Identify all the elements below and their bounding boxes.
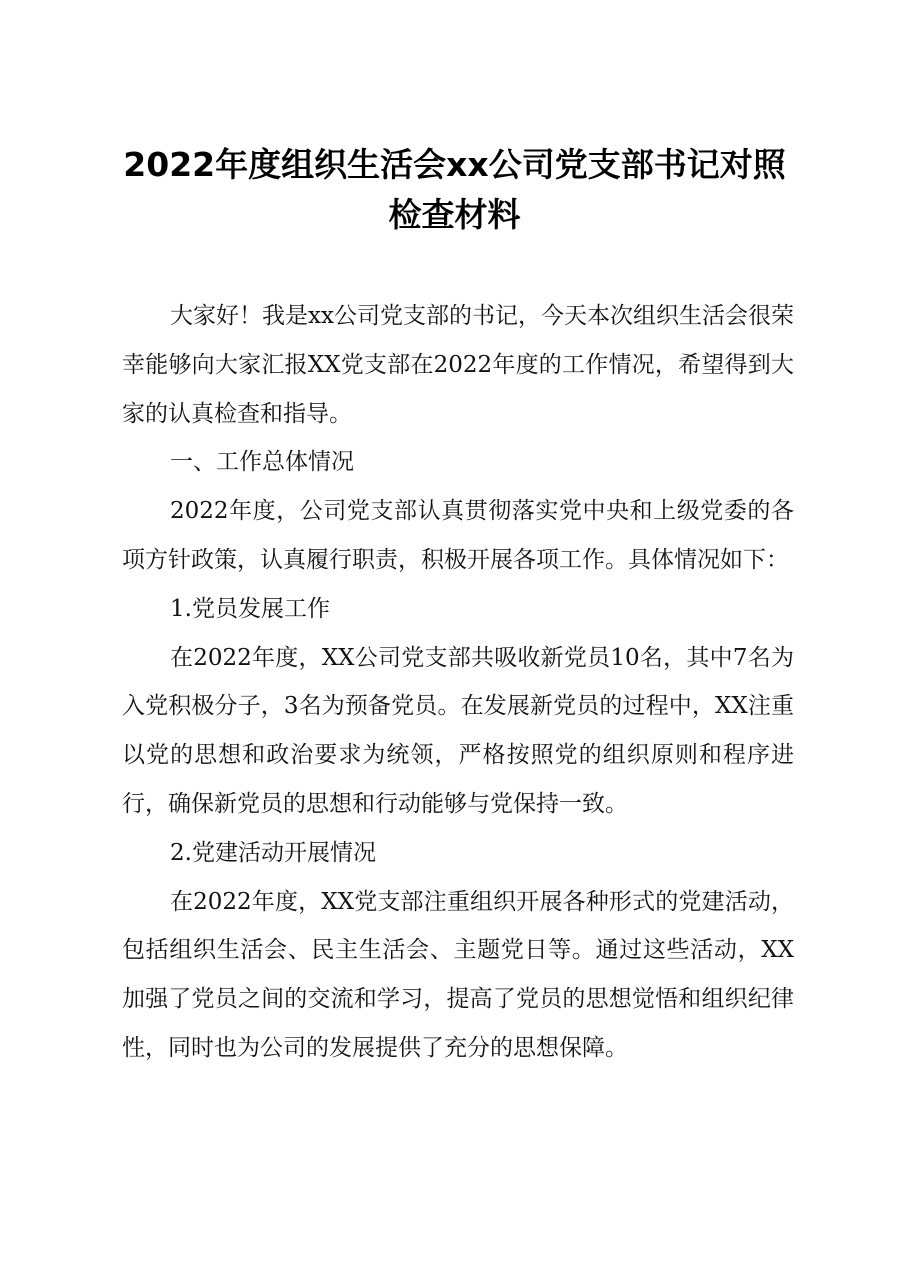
title-line-1: 2022年度组织生活会xx公司党支部书记对照 (123, 145, 786, 184)
document-title (100, 140, 809, 240)
paragraph-member-development: 在2022年度，XX公司党支部共吸收新党员10名，其中7名为入党积极分子，3名为预备党员。在发展新党员的过程中，XX注重以党的思想和政治要求为统领，严格按照党的组织原则和程序进行，确保新党员的思想和行动能够与党保持一致。 (122, 644, 794, 817)
paragraph-overall: 2022年度，公司党支部认真贯彻落实党中央和上级党委的各项方针政策，认真履行职责，积极开展各项工作。具体情况如下： (122, 498, 794, 573)
subheading-party-activities: 2.党建活动开展情况 (170, 839, 376, 866)
section-heading-overall: 一、工作总体情况 (170, 449, 354, 476)
paragraph-greeting: 大家好！我是xx公司党支部的书记，今天本次组织生活会很荣幸能够向大家汇报XX党支部在2022年度的工作情况，希望得到大家的认真检查和指导。 (122, 303, 794, 427)
document-body (122, 292, 794, 1073)
title-line-2: 检查材料 (388, 195, 521, 234)
subheading-member-development: 1.党员发展工作 (170, 595, 330, 622)
paragraph-party-activities: 在2022年度，XX党支部注重组织开展各种形式的党建活动，包括组织生活会、民主生活会、主题党日等。通过这些活动，XX加强了党员之间的交流和学习，提高了党员的思想觉悟和组织纪律性，同时也为公司的发展提供了充分的思想保障。 (122, 888, 794, 1061)
